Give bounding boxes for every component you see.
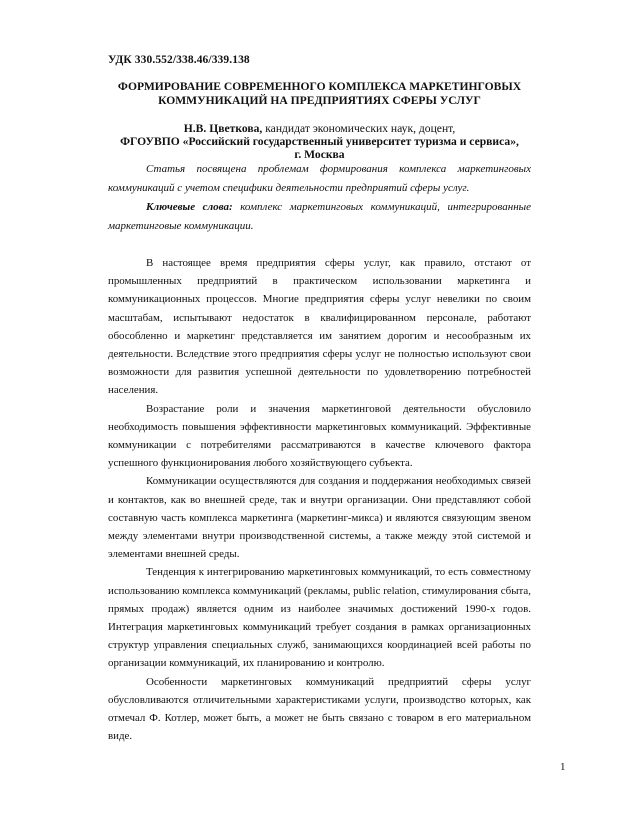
article-body <box>108 254 531 745</box>
abstract: Статья посвящена проблемам формирования комплекса маркетинговых коммуникаций с учетом специфики деятельности предприятий сферы услуг. <box>108 163 531 194</box>
paragraph: В настоящее время предприятия сферы услуг, как правило, отстают от промышленных предприятий в практическом использовании маркетинга и коммуникационных процессов. Многие предприятия сферы услуг невелики по своим масштабам, испытывают недостаток в квалифицированном персонале, работают обособленно и маркетинг представляется им занятием дорогим и несообразным их деятельности. Вследствие этого предприятия сферы услуг не полностью используют свои возможности для развития успешной деятельности по удовлетворению потребностей населения. <box>108 257 531 397</box>
title-line-1: ФОРМИРОВАНИЕ СОВРЕМЕННОГО КОМПЛЕКСА МАРКЕТИНГОВЫХ <box>117 80 522 93</box>
keywords-label: Ключевые слова: <box>146 201 233 213</box>
affiliation-text: ФГОУВПО «Российский государственный университет туризма и сервиса», <box>120 135 519 148</box>
title-line-2: КОММУНИКАЦИЙ НА ПРЕДПРИЯТИЯХ СФЕРЫ УСЛУГ <box>158 94 481 107</box>
paragraph: Особенности маркетинговых коммуникаций предприятий сферы услуг обусловливаются отличительными характеристиками услуги, производство которых, как отмечал Ф. Котлер, может быть, а может не быть связано с товаром в его материальном виде. <box>108 675 531 743</box>
page-number: 1 <box>560 761 566 773</box>
paragraph: Коммуникации осуществляются для создания и поддержания необходимых связей и контактов, как во внешней среде, так и внутри организации. Они представляют собой составную часть комплекса маркетинга (маркетинг-микса) и являются связующим звеном между элементами внутри производственной системы, а также между этой системой и элементами внешней среды. <box>108 475 531 561</box>
udk-code: УДК 330.552/338.46/339.138 <box>108 54 250 66</box>
article-title <box>108 80 531 108</box>
author-credentials: кандидат экономических наук, доцент, <box>262 122 456 135</box>
keywords <box>108 198 531 236</box>
paragraph: Тенденция к интегрированию маркетинговых коммуникаций, то есть совместному использованию комплекса коммуникаций (рекламы, public relation, стимулирования сбыта, прямых продаж) является одним из наиболее значимых достижений 1990-х годов. Интеграция маркетинговых коммуникаций требует создания в рамках организационных структур управления специальных служб, занимающихся координацией всей работы по организации коммуникаций, их планированию и контролю. <box>108 566 531 670</box>
paragraph: Возрастание роли и значения маркетинговой деятельности обусловило необходимость повышения эффективности маркетинговых коммуникаций. Эффективные коммуникации с потребителями рассматриваются в качестве ключевого фактора успешного функционирования любого хозяйствующего субъекта. <box>108 402 531 470</box>
author-affiliation <box>108 135 531 148</box>
author-block <box>108 122 531 161</box>
city-text: г. Москва <box>294 148 345 161</box>
keywords-text: комплекс маркетинговых коммуникаций, интегрированные маркетинговые коммуникации. <box>108 201 531 232</box>
author-line <box>108 122 531 135</box>
author-name: Н.В. Цветкова, <box>183 122 263 135</box>
